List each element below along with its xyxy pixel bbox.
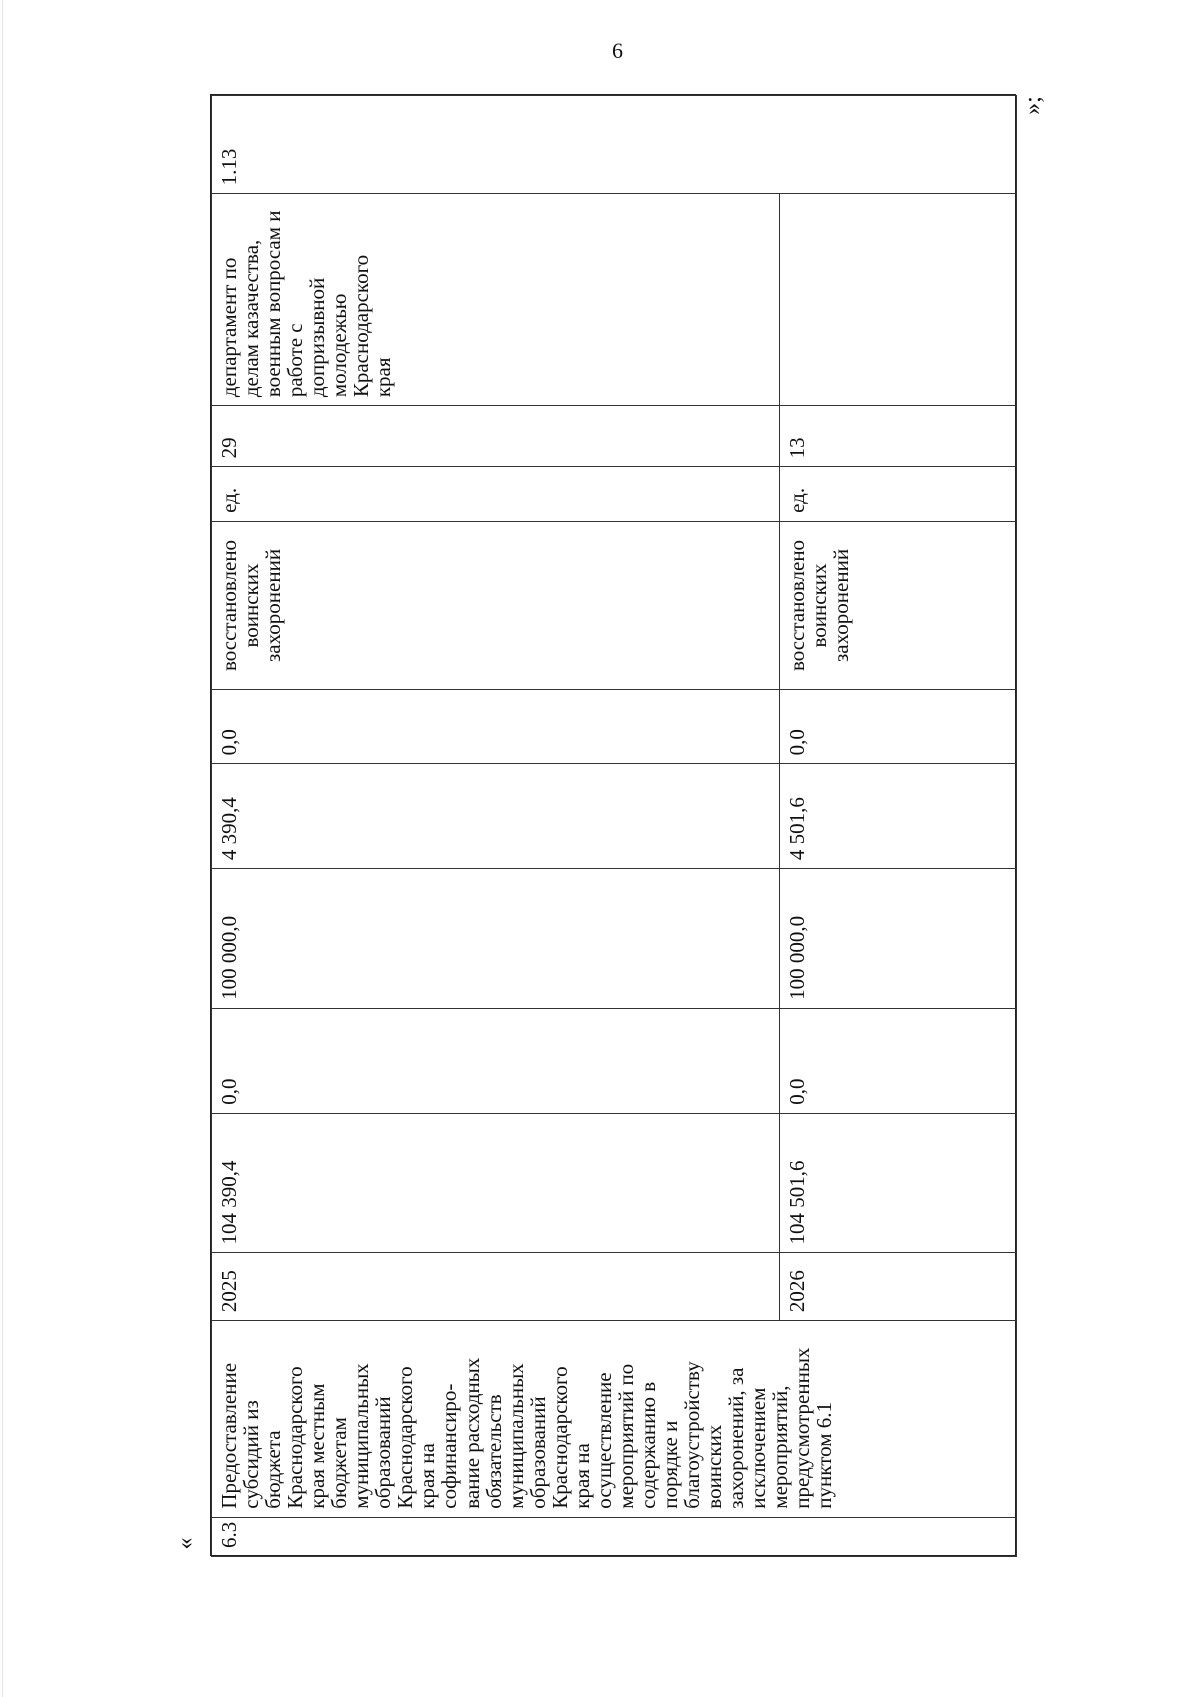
extra-cell (212, 690, 780, 764)
activity-name-line: муниципальных (349, 1363, 374, 1509)
executor-name-line: работе с (283, 323, 308, 398)
activity-name-line: обязательств (481, 1394, 506, 1509)
open-quote: « (172, 1537, 199, 1550)
scan-edge (2, 0, 3, 1697)
value-2025: 29 (217, 437, 241, 459)
indicator-2025 (218, 530, 284, 681)
activity-name-line: содержанию в (635, 1381, 660, 1509)
indicator-cell (212, 521, 780, 689)
unit-2025: ед. (217, 487, 241, 513)
executor-name (218, 202, 394, 397)
local-cell (212, 764, 780, 869)
indicator-line: захоронений (261, 548, 286, 663)
indicator-line: восстановлено (784, 539, 809, 672)
code-cell (212, 96, 1017, 194)
activity-name-line: осуществление (591, 1372, 616, 1509)
federal-2025: 0,0 (217, 1078, 241, 1105)
value-2026: 13 (784, 437, 809, 459)
activity-name-line: предусмотренных (790, 1347, 815, 1509)
activity-name (218, 1329, 835, 1509)
extra-2025: 0,0 (217, 729, 241, 756)
activity-name-line: захоронений, за (724, 1367, 749, 1509)
activity-name-line: мероприятий по (613, 1363, 638, 1509)
rotated-table-body (211, 95, 1017, 1557)
activity-name-line: муниципальных (503, 1363, 528, 1509)
extra-2026: 0,0 (784, 729, 809, 756)
row-number-cell (212, 1517, 1017, 1556)
activity-name-line: воинских (702, 1424, 727, 1509)
executor-name-line: военным вопросам и (261, 210, 286, 398)
executor-cell-continued (779, 194, 1016, 406)
local-2025: 4 390,4 (217, 797, 241, 861)
regional-2025: 100 000,0 (217, 915, 241, 1000)
total-2025: 104 390,4 (217, 1160, 241, 1245)
activity-name-cell (212, 1321, 1017, 1518)
activity-name-line: софинансиро- (437, 1383, 462, 1509)
federal-cell (212, 1008, 780, 1113)
activity-name-line: исключением (746, 1387, 771, 1509)
activity-name-line: бюджета (261, 1430, 286, 1509)
code-number: 1.13 (217, 148, 241, 186)
indicator-2026 (786, 530, 852, 681)
activity-name-line: края местным (305, 1383, 330, 1509)
indicator-cell (779, 521, 1016, 689)
activity-name-line: порядке и (657, 1420, 682, 1509)
activity-name-line: образований (371, 1396, 396, 1509)
program-table (210, 94, 1016, 1556)
activity-name-line: вание расходных (459, 1357, 484, 1509)
row-number: 6.3 (217, 1521, 241, 1548)
total-cell (212, 1113, 780, 1253)
year-2025: 2025 (217, 1270, 241, 1313)
value-cell (779, 406, 1016, 467)
activity-name-line: Краснодарского (393, 1366, 418, 1509)
regional-2026: 100 000,0 (784, 915, 809, 1000)
activity-name-line: пунктом 6.1 (812, 1402, 837, 1509)
executor-name-line: допризывной (305, 277, 330, 398)
indicator-line: воинских (806, 563, 831, 648)
year-2026: 2026 (784, 1270, 809, 1313)
activity-name-line: Краснодарского (283, 1366, 308, 1509)
year-cell (212, 1253, 780, 1321)
unit-cell (779, 467, 1016, 522)
unit-cell (212, 467, 780, 522)
local-2026: 4 501,6 (784, 797, 809, 861)
local-cell (779, 764, 1016, 869)
indicator-line: воинских (239, 563, 264, 648)
regional-cell (779, 869, 1016, 1009)
value-cell (212, 406, 780, 467)
executor-name-line: молодежью (327, 293, 352, 398)
executor-name-line: департамент по (217, 257, 241, 398)
total-cell (779, 1113, 1016, 1253)
indicator-line: захоронений (828, 548, 853, 663)
federal-2026: 0,0 (784, 1078, 809, 1105)
activity-name-line: образований (525, 1396, 550, 1509)
activity-name-line: Предоставление (217, 1362, 241, 1509)
activity-name-line: благоустройству (679, 1361, 704, 1509)
close-quote: »; (1019, 96, 1046, 115)
page-number: 6 (612, 38, 623, 63)
activity-name-line: мероприятий, (768, 1385, 793, 1509)
table-grid (211, 95, 1017, 1557)
activity-name-line: бюджетам (327, 1417, 352, 1509)
executor-name-line: делам казачества, (239, 239, 264, 398)
total-2026: 104 501,6 (784, 1160, 809, 1245)
executor-name-line: края (371, 357, 396, 398)
executor-cell (212, 194, 780, 406)
activity-name-line: края на (569, 1443, 594, 1509)
executor-name-line: Краснодарского (349, 254, 374, 398)
unit-2026: ед. (784, 487, 809, 513)
activity-name-line: края на (415, 1443, 440, 1509)
indicator-line: восстановлено (217, 539, 241, 672)
regional-cell (212, 869, 780, 1009)
table-row (212, 96, 780, 1557)
year-cell (779, 1253, 1016, 1321)
extra-cell (779, 690, 1016, 764)
activity-name-line: Краснодарского (547, 1366, 572, 1509)
federal-cell (779, 1008, 1016, 1113)
activity-name-line: субсидий из (239, 1400, 264, 1509)
